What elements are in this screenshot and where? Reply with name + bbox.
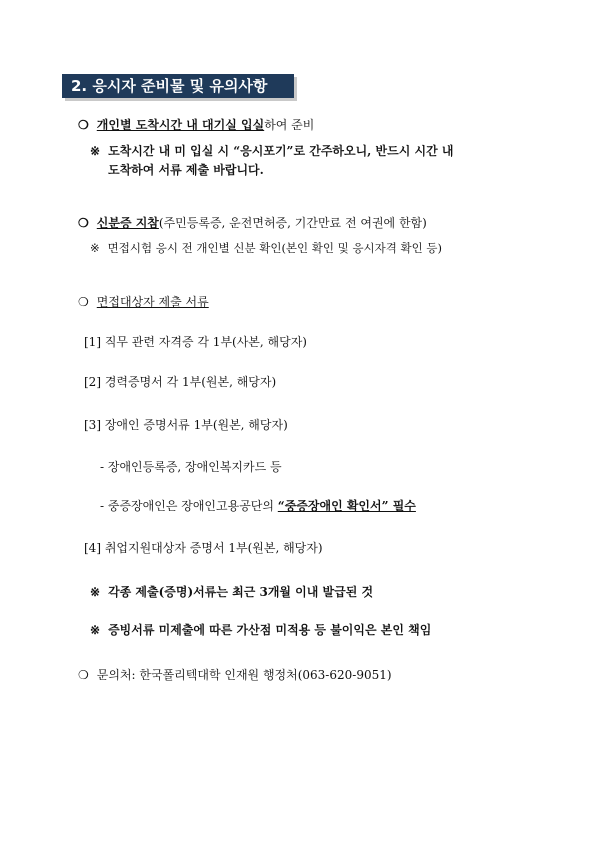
id-note-line [90,240,442,256]
note-line [90,622,431,638]
reference-mark-icon: ※ [90,623,101,637]
reference-mark-icon: ※ [90,241,100,255]
id-card-rest: (주민등록증, 운전면허증, 기간만료 전 여권에 한함) [158,216,427,230]
arrival-emphasis: 개인별 도착시간 내 대기실 입실 [96,118,265,132]
document-item: [2] 경력증명서 각 1부(원본, 해당자) [84,375,277,389]
contact-text: 문의처: 한국폴리텍대학 인재원 행정처(063-620-9051) [96,668,392,682]
document-sub-item-severe [100,498,416,514]
note-line [90,584,373,600]
section-title: 2. 응시자 준비물 및 유의사항 [62,74,294,98]
note-text: 증빙서류 미제출에 따른 가산점 미적용 등 불이익은 본인 책임 [108,623,432,637]
reference-mark-icon: ※ [90,585,101,599]
arrival-note-line1 [90,143,453,159]
circle-bullet-icon: ❍ [78,216,89,230]
arrival-rest: 하여 준비 [264,118,315,132]
arrival-note-text1: 도착시간 내 미 입실 시 “응시포기”로 간주하오니, 반드시 시간 내 [108,144,454,158]
document-sub-item-emphasis: “중증장애인 확인서” 필수 [277,499,416,513]
document-sub-item: - 장애인등록증, 장애인복지카드 등 [100,460,282,474]
reference-mark-icon: ※ [90,144,101,158]
document-item: [3] 장애인 증명서류 1부(원본, 해당자) [84,418,288,432]
documents-heading-line [78,294,209,310]
document-item: [1] 직무 관련 자격증 각 1부(사본, 해당자) [84,335,307,349]
id-card-line [78,215,427,231]
circle-bullet-icon: ❍ [78,295,89,309]
id-card-emphasis: 신분증 지참 [96,216,159,230]
documents-heading: 면접대상자 제출 서류 [96,295,209,309]
note-text: 각종 제출(증명)서류는 최근 3개월 이내 발급된 것 [108,585,374,599]
id-note-text: 면접시험 응시 전 개인별 신분 확인(본인 확인 및 응시자격 확인 등) [107,241,442,255]
circle-bullet-icon: ❍ [78,668,89,682]
document-sub-item-prefix: - 중증장애인은 장애인고용공단의 [100,499,278,513]
contact-line [78,667,392,683]
arrival-note-line2: 도착하여 서류 제출 바랍니다. [108,163,264,177]
circle-bullet-icon: ❍ [78,118,89,132]
document-item: [4] 취업지원대상자 증명서 1부(원본, 해당자) [84,541,323,555]
arrival-line [78,117,314,133]
